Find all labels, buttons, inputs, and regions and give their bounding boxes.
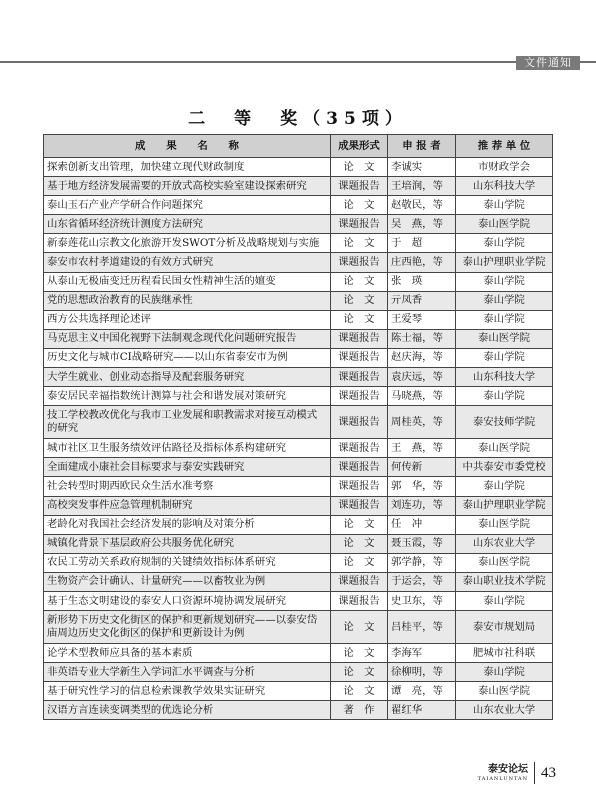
cell-achievement-name: 泰安市农村孝道建设的有效方式研究 [44, 253, 331, 272]
cell-achievement-name: 基于生态文明建设的泰安人口资源环境协调发展研究 [44, 591, 331, 610]
cell-recommending-unit: 泰山学院 [456, 477, 553, 496]
cell-achievement-name: 新形势下历史文化街区的保护和更新规划研究——以泰安岱庙周边历史文化街区的保护和更新设计为例 [44, 611, 331, 644]
cell-applicant: 史卫东，等 [388, 591, 456, 610]
table-row [44, 215, 553, 234]
cell-applicant: 郭 华，等 [388, 477, 456, 496]
cell-applicant: 亓凤香 [388, 291, 456, 310]
cell-achievement-form: 课题报告 [331, 177, 388, 196]
header-form: 成果形式 [331, 135, 388, 158]
header-achievement-name: 成 果 名 称 [44, 135, 331, 158]
cell-applicant: 王爱琴 [388, 310, 456, 329]
cell-applicant: 徐柳明，等 [388, 663, 456, 682]
cell-achievement-name: 全面建成小康社会目标要求与泰安实践研究 [44, 458, 331, 477]
cell-achievement-form: 著 作 [331, 701, 388, 720]
cell-applicant: 于 超 [388, 234, 456, 253]
cell-achievement-name: 历史文化与城市CI战略研究——以山东省泰安市为例 [44, 348, 331, 367]
journal-name-pinyin: TAIANLUNTAN [477, 775, 528, 782]
cell-achievement-name: 泰安居民幸福指数统计测算与社会和谐发展对策研究 [44, 387, 331, 406]
table-row [44, 196, 553, 215]
cell-achievement-name: 生物资产会计确认、计量研究——以畜牧业为例 [44, 572, 331, 591]
cell-recommending-unit: 泰山学院 [456, 234, 553, 253]
cell-achievement-form: 课题报告 [331, 368, 388, 387]
cell-applicant: 赵敬民，等 [388, 196, 456, 215]
cell-recommending-unit: 肥城市社科联 [456, 644, 553, 663]
cell-applicant: 刘连功，等 [388, 496, 456, 515]
cell-recommending-unit: 泰山学院 [456, 272, 553, 291]
cell-applicant: 李海军 [388, 644, 456, 663]
cell-achievement-name: 非英语专业大学新生入学词汇水平调查与分析 [44, 663, 331, 682]
table-row [44, 310, 553, 329]
cell-applicant: 李诚实 [388, 158, 456, 177]
table-row [44, 177, 553, 196]
cell-applicant: 翟红华 [388, 701, 456, 720]
cell-achievement-form: 论 文 [331, 682, 388, 701]
cell-achievement-name: 论学术型教师应具备的基本素质 [44, 644, 331, 663]
cell-achievement-form: 论 文 [331, 196, 388, 215]
cell-recommending-unit: 山东科技大学 [456, 177, 553, 196]
cell-achievement-name: 新泰莲花山宗教文化旅游开发SWOT分析及战略规划与实施 [44, 234, 331, 253]
cell-recommending-unit: 泰山学院 [456, 591, 553, 610]
cell-achievement-form: 课题报告 [331, 572, 388, 591]
cell-achievement-name: 从泰山无极庙变迁历程看民国女性精神生活的嬗变 [44, 272, 331, 291]
table-row [44, 368, 553, 387]
cell-applicant: 谭 亮，等 [388, 682, 456, 701]
cell-recommending-unit: 泰山护理职业学院 [456, 253, 553, 272]
cell-recommending-unit: 泰山学院 [456, 310, 553, 329]
cell-achievement-form: 课题报告 [331, 253, 388, 272]
cell-recommending-unit: 泰安市规划局 [456, 611, 553, 644]
cell-recommending-unit: 市财政学会 [456, 158, 553, 177]
cell-achievement-form: 论 文 [331, 234, 388, 253]
table-row [44, 348, 553, 367]
cell-achievement-name: 党的思想政治教育的民族继承性 [44, 291, 331, 310]
cell-achievement-form: 论 文 [331, 158, 388, 177]
awards-table [43, 134, 553, 720]
cell-achievement-name: 马克思主义中国化视野下法制观念现代化问题研究报告 [44, 329, 331, 348]
table-row [44, 387, 553, 406]
cell-achievement-form: 课题报告 [331, 496, 388, 515]
header-rule [0, 61, 596, 63]
cell-applicant: 周桂英，等 [388, 406, 456, 439]
cell-applicant: 张 瑛 [388, 272, 456, 291]
cell-achievement-name: 汉语方言连读变调类型的优选论分析 [44, 701, 331, 720]
cell-applicant: 庄西艳，等 [388, 253, 456, 272]
cell-applicant: 郭学静，等 [388, 553, 456, 572]
table-row [44, 458, 553, 477]
cell-recommending-unit: 山东农业大学 [456, 534, 553, 553]
cell-applicant: 聂玉霞，等 [388, 534, 456, 553]
cell-achievement-name: 农民工劳动关系政府规制的关键绩效指标体系研究 [44, 553, 331, 572]
cell-achievement-form: 课题报告 [331, 591, 388, 610]
cell-applicant: 吕桂平，等 [388, 611, 456, 644]
table-row [44, 291, 553, 310]
cell-achievement-name: 社会转型时期西欧民众生活水准考察 [44, 477, 331, 496]
cell-applicant: 王 燕，等 [388, 439, 456, 458]
cell-applicant: 任 冲 [388, 515, 456, 534]
cell-achievement-form: 课题报告 [331, 458, 388, 477]
cell-recommending-unit: 泰山医学院 [456, 215, 553, 234]
cell-recommending-unit: 泰山医学院 [456, 682, 553, 701]
table-row [44, 663, 553, 682]
table-row [44, 496, 553, 515]
cell-achievement-name: 高校突发事件应急管理机制研究 [44, 496, 331, 515]
cell-recommending-unit: 泰山医学院 [456, 439, 553, 458]
cell-achievement-form: 课题报告 [331, 348, 388, 367]
cell-applicant: 陈士福，等 [388, 329, 456, 348]
journal-brand [478, 764, 528, 783]
cell-achievement-name: 老龄化对我国社会经济发展的影响及对策分析 [44, 515, 331, 534]
table-row [44, 234, 553, 253]
cell-achievement-name: 城市社区卫生服务绩效评估路径及指标体系构建研究 [44, 439, 331, 458]
table-row [44, 515, 553, 534]
cell-applicant: 马晓燕，等 [388, 387, 456, 406]
table-row [44, 611, 553, 644]
header-applicant: 申 报 者 [388, 135, 456, 158]
cell-achievement-name: 西方公共选择理论述评 [44, 310, 331, 329]
cell-achievement-form: 论 文 [331, 663, 388, 682]
header-recommender: 推 荐 单 位 [456, 135, 553, 158]
page-number: 43 [541, 764, 556, 781]
section-tag: 文件通知 [516, 56, 580, 70]
cell-applicant: 袁庆远，等 [388, 368, 456, 387]
table-header-row [44, 135, 553, 158]
cell-recommending-unit: 中共泰安市委党校 [456, 458, 553, 477]
table-row [44, 158, 553, 177]
cell-achievement-name: 基于地方经济发展需要的开放式高校实验室建设探索研究 [44, 177, 331, 196]
cell-recommending-unit: 泰山护理职业学院 [456, 496, 553, 515]
cell-applicant: 于运会，等 [388, 572, 456, 591]
cell-achievement-form: 论 文 [331, 272, 388, 291]
cell-recommending-unit: 泰山学院 [456, 348, 553, 367]
cell-achievement-form: 课题报告 [331, 387, 388, 406]
cell-achievement-name: 探索创新支出管理，加快建立现代财政制度 [44, 158, 331, 177]
cell-applicant: 赵庆海，等 [388, 348, 456, 367]
table-row [44, 439, 553, 458]
table-row [44, 406, 553, 439]
cell-recommending-unit: 泰山医学院 [456, 329, 553, 348]
cell-recommending-unit: 泰山学院 [456, 291, 553, 310]
cell-achievement-name: 城镇化背景下基层政府公共服务优化研究 [44, 534, 331, 553]
awards-table-body [44, 158, 553, 720]
cell-achievement-form: 论 文 [331, 291, 388, 310]
cell-achievement-form: 论 文 [331, 310, 388, 329]
cell-achievement-form: 课题报告 [331, 439, 388, 458]
cell-recommending-unit: 泰山医学院 [456, 515, 553, 534]
cell-recommending-unit: 泰山学院 [456, 663, 553, 682]
cell-recommending-unit: 泰山职业技术学院 [456, 572, 553, 591]
table-row [44, 329, 553, 348]
table-row [44, 253, 553, 272]
cell-achievement-form: 课题报告 [331, 406, 388, 439]
cell-achievement-form: 论 文 [331, 515, 388, 534]
cell-achievement-form: 课题报告 [331, 477, 388, 496]
table-row [44, 534, 553, 553]
table-row [44, 701, 553, 720]
cell-recommending-unit: 泰山学院 [456, 196, 553, 215]
cell-recommending-unit: 泰安技师学院 [456, 406, 553, 439]
table-row [44, 644, 553, 663]
cell-recommending-unit: 山东科技大学 [456, 368, 553, 387]
cell-applicant: 何传新 [388, 458, 456, 477]
cell-applicant: 吴 燕，等 [388, 215, 456, 234]
table-row [44, 682, 553, 701]
page-footer [478, 760, 556, 786]
cell-achievement-name: 基于研究性学习的信息检索课教学效果实证研究 [44, 682, 331, 701]
cell-achievement-name: 泰山玉石产业产学研合作问题探究 [44, 196, 331, 215]
cell-achievement-form: 课题报告 [331, 329, 388, 348]
page-title: 二 等 奖（35项） [188, 109, 408, 129]
table-row [44, 477, 553, 496]
cell-recommending-unit: 泰山医学院 [456, 553, 553, 572]
table-row [44, 272, 553, 291]
cell-applicant: 王培润，等 [388, 177, 456, 196]
cell-recommending-unit: 泰山学院 [456, 387, 553, 406]
cell-achievement-form: 论 文 [331, 611, 388, 644]
cell-achievement-form: 课题报告 [331, 215, 388, 234]
cell-recommending-unit: 山东农业大学 [456, 701, 553, 720]
cell-achievement-name: 大学生就业、创业动态指导及配套服务研究 [44, 368, 331, 387]
cell-achievement-name: 技工学校教改优化与我市工业发展和职教需求对接互动模式的研究 [44, 406, 331, 439]
table-row [44, 591, 553, 610]
footer-divider [534, 762, 535, 784]
table-row [44, 553, 553, 572]
cell-achievement-name: 山东省循环经济统计测度方法研究 [44, 215, 331, 234]
cell-achievement-form: 论 文 [331, 534, 388, 553]
cell-achievement-form: 论 文 [331, 553, 388, 572]
table-row [44, 572, 553, 591]
journal-name: 泰安论坛 [488, 763, 528, 775]
cell-achievement-form: 论 文 [331, 644, 388, 663]
